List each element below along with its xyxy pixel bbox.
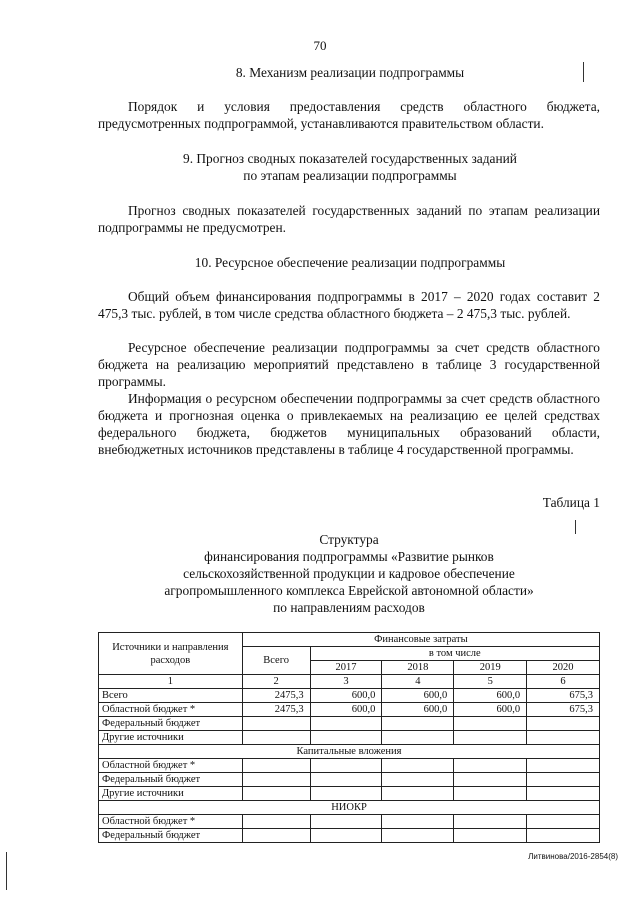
table-row — [99, 731, 600, 745]
row-value: 2475,3 — [242, 703, 310, 717]
section-10-paragraph-3: Информация о ресурсном обеспечении подпрограммы за счет средств областного бюджета и прогнозная оценка о привлекаемых на реализацию ее целей средствах федерального бюджета, бюджетов муниципальных образований области, внебюджетных источников представлены в таблице 4 государственной программы. — [98, 391, 600, 457]
row-value — [242, 759, 310, 773]
table-row — [99, 717, 600, 731]
table-row — [99, 689, 600, 703]
column-number: 1 — [99, 675, 243, 689]
section-10-paragraph-1: Общий объем финансирования подпрограммы в 2017 – 2020 годах составит 2 475,3 тыс. рублей, в том числе средства областного бюджета – 2 475,3 тыс. рублей. — [98, 289, 600, 321]
row-value — [382, 829, 454, 843]
row-value — [527, 787, 600, 801]
scan-artifact-line — [583, 62, 584, 82]
row-value — [454, 731, 527, 745]
row-value — [242, 815, 310, 829]
section-8-paragraph: Порядок и условия предоставления средств областного бюджета, предусмотренных подпрограммой, устанавливаются правительством области. — [98, 99, 600, 131]
section-10-paragraph-2: Ресурсное обеспечение реализации подпрограммы за счет средств областного бюджета на реализацию мероприятий представлено в таблице 3 государственной программы. — [98, 340, 600, 389]
section-niokr-label: НИОКР — [99, 801, 600, 815]
section-niokr — [99, 801, 600, 815]
row-value — [242, 829, 310, 843]
table-label: Таблица 1 — [542, 495, 600, 510]
structure-line-3: сельскохозяйственной продукции и кадровое обеспечение — [183, 566, 515, 581]
row-value — [242, 787, 310, 801]
row-value — [310, 787, 382, 801]
section-9-heading-line1: 9. Прогноз сводных показателей государственных заданий — [183, 151, 517, 166]
section-8-heading: 8. Механизм реализации подпрограммы — [235, 65, 465, 80]
structure-line-5: по направлениям расходов — [273, 600, 425, 615]
column-number: 6 — [527, 675, 600, 689]
structure-line-2: финансирования подпрограммы «Развитие рынков — [204, 549, 494, 564]
document-footer-code: Литвинова/2016-2854(8) — [528, 852, 618, 861]
row-value — [527, 759, 600, 773]
page-number: 70 — [313, 38, 327, 53]
table-column-numbers — [99, 675, 600, 689]
row-label: Всего — [99, 689, 243, 703]
row-label: Федеральный бюджет — [99, 717, 243, 731]
table-header-row-1 — [99, 633, 600, 647]
scan-artifact-line — [575, 520, 576, 534]
header-year: 2018 — [382, 661, 454, 675]
row-value — [527, 773, 600, 787]
row-label: Федеральный бюджет — [99, 773, 243, 787]
row-value — [527, 717, 600, 731]
row-value: 600,0 — [310, 703, 382, 717]
row-value: 600,0 — [310, 689, 382, 703]
row-value — [454, 717, 527, 731]
column-number: 2 — [242, 675, 310, 689]
row-value: 2475,3 — [242, 689, 310, 703]
row-value: 675,3 — [527, 689, 600, 703]
row-value — [310, 759, 382, 773]
row-value — [382, 815, 454, 829]
row-value — [454, 773, 527, 787]
row-value — [310, 717, 382, 731]
row-value — [310, 731, 382, 745]
row-value — [527, 829, 600, 843]
table-row — [99, 829, 600, 843]
header-financial-costs: Финансовые затраты — [242, 633, 599, 647]
column-number: 4 — [382, 675, 454, 689]
row-value — [382, 717, 454, 731]
row-label: Федеральный бюджет — [99, 829, 243, 843]
table-row — [99, 815, 600, 829]
row-value — [242, 773, 310, 787]
header-year: 2020 — [527, 661, 600, 675]
table-row — [99, 759, 600, 773]
row-value — [310, 829, 382, 843]
row-value — [382, 759, 454, 773]
row-label: Областной бюджет * — [99, 815, 243, 829]
section-9-paragraph: Прогноз сводных показателей государственных заданий по этапам реализации подпрограммы не предусмотрен. — [98, 203, 600, 235]
table-row — [99, 787, 600, 801]
row-value — [454, 829, 527, 843]
header-sources: Источники и направления расходов — [99, 633, 243, 675]
row-value — [382, 773, 454, 787]
row-label: Другие источники — [99, 787, 243, 801]
table-row — [99, 773, 600, 787]
section-capital-investments-label: Капитальные вложения — [99, 745, 600, 759]
row-value — [454, 787, 527, 801]
row-value — [454, 759, 527, 773]
row-label: Областной бюджет * — [99, 759, 243, 773]
row-value: 600,0 — [454, 689, 527, 703]
row-value — [310, 815, 382, 829]
row-value — [454, 815, 527, 829]
financing-table — [98, 632, 600, 843]
row-value: 600,0 — [454, 703, 527, 717]
section-capital-investments — [99, 745, 600, 759]
row-label: Другие источники — [99, 731, 243, 745]
section-10-heading: 10. Ресурсное обеспечение реализации подпрограммы — [194, 255, 506, 270]
row-value — [310, 773, 382, 787]
row-value — [527, 815, 600, 829]
header-including: в том числе — [310, 647, 599, 661]
row-value — [527, 731, 600, 745]
row-value — [382, 731, 454, 745]
row-value: 600,0 — [382, 689, 454, 703]
scan-artifact-line — [6, 852, 7, 890]
structure-title: Структура — [319, 532, 379, 547]
column-number: 5 — [454, 675, 527, 689]
column-number: 3 — [310, 675, 382, 689]
structure-line-4: агропромышленного комплекса Еврейской автономной области» — [164, 583, 534, 598]
row-value — [242, 717, 310, 731]
row-value: 600,0 — [382, 703, 454, 717]
row-value: 675,3 — [527, 703, 600, 717]
header-total: Всего — [242, 647, 310, 675]
row-value — [242, 731, 310, 745]
header-year: 2017 — [310, 661, 382, 675]
section-9-heading-line2: по этапам реализации подпрограммы — [243, 168, 457, 183]
table-row — [99, 703, 600, 717]
row-value — [382, 787, 454, 801]
header-year: 2019 — [454, 661, 527, 675]
row-label: Областной бюджет * — [99, 703, 243, 717]
